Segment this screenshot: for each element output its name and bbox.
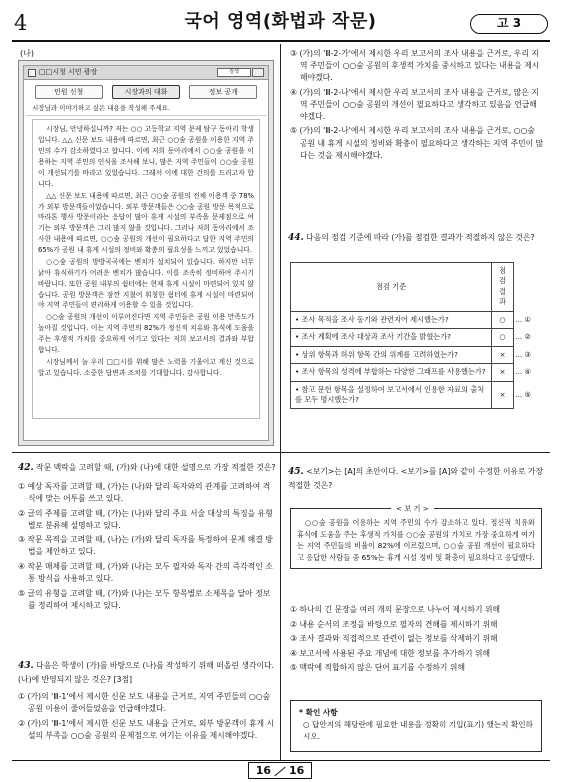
exam-title: 국어 영역(화법과 작문) bbox=[184, 11, 377, 32]
q43-option-3[interactable]: ③ (가)의 'Ⅲ-2-가'에서 제시한 우리 보고서의 조사 내용을 근거로, 우리 지역 주민들이 ○○숲 공원의 후생적 가치를 중시하고 있다는 내용을 제시해야겠다. bbox=[290, 49, 540, 83]
table-row bbox=[291, 329, 542, 346]
bogi-label: < 보 기 > bbox=[391, 503, 434, 515]
q42-option-3[interactable]: ③ 작문 목적을 고려할 때, (나)는 (가)와 달리 독자를 특정하여 문제 해결 방법을 제안하고 있다. bbox=[18, 535, 273, 557]
search-button[interactable] bbox=[252, 68, 264, 77]
footer-rule bbox=[12, 760, 550, 761]
q45-option-4[interactable]: ④ 보고서에 사용된 주요 개념에 대한 정보를 추가하기 위해 bbox=[290, 648, 491, 658]
letter-paragraph: 시장님, 안녕하십니까? 저는 ○○ 고등학교 지역 문제 탐구 동아리 학생입니다. △△ 신문 보도 내용에 따르면, 최근 ○○숲 공원을 이용한 지역 주민의 수가 감소하였다고 합니다. 이에 저희 동아리에서 ○○숲 공원을 이용하는 지역 주민의 인식을 조사해 보니, 많은 지역 주민들이 ○○숲 공원이 개선되기를 바라고 있었습니다. 그래서 이에 대한 건의를 드리고자 합니다. bbox=[38, 125, 254, 188]
board-subtitle: 시장님과 이야기하고 싶은 내용을 작성해 주세요. bbox=[26, 99, 266, 116]
result-cell: ○ bbox=[492, 311, 514, 328]
table-row bbox=[291, 311, 542, 328]
q42-text: 작문 맥락을 고려할 때, (가)와 (나)에 대한 설명으로 가장 적절한 것은? bbox=[36, 463, 276, 472]
page-total: 16 bbox=[289, 764, 305, 777]
criterion-cell: • 상위 항목과 하위 항목 간의 위계를 고려하였는가? bbox=[291, 346, 492, 363]
q44-number: 44. bbox=[288, 233, 304, 243]
left-mid-rule bbox=[12, 452, 280, 453]
result-cell: ○ bbox=[492, 329, 514, 346]
q43-option-5[interactable]: ⑤ (가)의 'Ⅲ-2-나'에서 제시한 우리 보고서의 조사 내용을 근거로, ○○숲 공원 내 휴게 시설의 정비와 확충이 필요하다고 생각하는 지역 주민이 많다는 것을 제시해야겠다. bbox=[290, 126, 544, 160]
column-divider bbox=[280, 44, 281, 760]
q45-number: 45. bbox=[288, 467, 304, 477]
letter-paragraph: ○○숲 공원의 개선이 이루어진다면 지역 주민들은 공원 이용 만족도가 높아질 것입니다. 이는 지역 주민의 82%가 정신적 치유와 휴식에 도움을 주는 후생적 가치를 중요하게 여기고 있다는 저희 보고서의 결과와 부합합니다. bbox=[38, 313, 254, 354]
col-criteria: 점검 기준 bbox=[291, 263, 492, 312]
q42-option-4[interactable]: ④ 작문 매체를 고려할 때, (가)와 (나)는 모두 필자와 독자 간의 즉각적인 소통 방식을 사용하고 있다. bbox=[18, 561, 273, 583]
q43-options-continued bbox=[290, 48, 544, 164]
q43-option-4[interactable]: ④ (가)의 'Ⅲ-2-나'에서 제시한 우리 보고서의 조사 내용을 근거로, 많은 지역 주민들이 ○○숲 공원의 개선이 필요하다고 생각하고 있음을 언급해야겠다. bbox=[290, 87, 539, 121]
search-input[interactable]: 검색 bbox=[217, 68, 251, 77]
q43-option-2[interactable]: ② (가)의 'Ⅲ-1'에서 제시한 신문 보도 내용을 근거로, 외부 방문객이 휴게 시설의 부족을 ○○숲 공원의 문제점으로 여기는 이유를 제시해야겠다. bbox=[18, 718, 275, 740]
page-indicator bbox=[248, 762, 312, 779]
browser-titlebar bbox=[24, 66, 268, 80]
q45-options bbox=[290, 604, 544, 677]
browser-frame bbox=[18, 60, 274, 446]
option-label[interactable]: … ② bbox=[515, 332, 531, 342]
col-result: 점검 결과 bbox=[492, 263, 514, 312]
header-rule bbox=[12, 40, 550, 42]
q45-text: <보기>는 [A]의 초안이다. <보기>를 [A]와 같이 수정한 이유로 가장 적절한 것은? bbox=[288, 467, 544, 490]
result-cell: × bbox=[492, 381, 514, 409]
nav-tabs bbox=[24, 80, 268, 99]
q42-option-1[interactable]: ① 예상 독자를 고려할 때, (가)는 (나)와 달리 독자와의 관계를 고려하여 격식에 맞는 어투를 쓰고 있다. bbox=[18, 481, 271, 504]
option-label[interactable]: … ④ bbox=[515, 367, 531, 377]
criterion-cell: • 조사 항목의 성격에 부합하는 다양한 그래프를 사용했는가? bbox=[291, 364, 492, 381]
letter-paragraph: 시장님께서 늘 우리 □□시를 위해 많은 노력을 기울이고 계신 것으로 알고 있습니다. 소중한 답변과 조치를 기대합니다. 감사합니다. bbox=[38, 357, 254, 377]
notice-text: ○ 답안지의 해당란에 필요한 내용을 정확히 기입(표기) 했는지 확인하시오. bbox=[303, 720, 533, 742]
q45-option-5[interactable]: ⑤ 맥락에 적합하지 않은 단어 표기를 수정하기 위해 bbox=[290, 663, 465, 673]
letter-textarea[interactable] bbox=[32, 119, 260, 419]
q44-text: 다음의 점검 기준에 따라 (가)를 점검한 결과가 적절하지 않은 것은? bbox=[306, 233, 535, 242]
bogi-text: ○○숲 공원을 이용하는 지역 주민의 수가 감소하고 있다. 정신적 치유와 휴식에 도움을 주는 후생적 가치를 ○○숲 공원의 가치로 가장 중요하게 여기는 지역 주민들의 비율이 82%에 이르렀으며, ○○숲 공원 개선이 필요하다고 응답한 사람들 중 65%는 휴게 시설 정비 및 확충이 필요하다고 응답했다. bbox=[297, 518, 535, 562]
tab-mayor-talk[interactable]: 시장과의 대화 bbox=[112, 85, 180, 99]
q43-number: 43. bbox=[18, 661, 34, 671]
q42-option-2[interactable]: ② 글의 주제를 고려할 때, (가)는 (나)와 달리 주요 서술 대상의 특징을 유형별로 분류해 설명하고 있다. bbox=[18, 508, 273, 530]
letter-paragraph: ○○숲 공원의 방방곡곡에는 벤치가 설치되어 있습니다. 하지만 너무 낡아 휴식하기가 어려운 벤치가 많습니다. 이를 조속히 정비하여 주시기 바랍니다. 또한 공원 내부의 쉼터에는 현재 휴게 시설이 마련되어 있지 않습니다. 공원 방문객은 잠깐 지쳤어 휘청한 쉼터에 휴게 시설이 마련되어야 지역 주민들이 편리하게 이용할 수 있을 것입니다. bbox=[38, 257, 254, 310]
q45-option-3[interactable]: ③ 조사 결과와 직접적으로 관련이 없는 정보를 삭제하기 위해 bbox=[290, 634, 498, 644]
q42-number: 42. bbox=[18, 463, 34, 473]
q42-option-5[interactable]: ⑤ 글의 유형을 고려할 때, (가)와 (나)는 모두 항목별로 소제목을 달아 정보를 정리하여 제시하고 있다. bbox=[18, 588, 271, 610]
q44-stem bbox=[288, 232, 544, 246]
tab-info-disclosure[interactable]: 정보 공개 bbox=[189, 85, 257, 99]
grade-badge: 고 3 bbox=[470, 14, 548, 34]
option-label[interactable]: … ③ bbox=[515, 349, 531, 359]
letter-paragraph: △△ 신문 보도 내용에 따르면, 최근 ○○숲 공원의 전체 이용객 중 78%가 외부 방문객들이었습니다. 외부 방문객들은 ○○숲 공원 방문 목적으로 마라톤 행사 방문이라는 응답이 많아 휴게 시설의 부족을 문제점으로 여기는 외부 방문객은 그리 많지 않을 것입니다. 그러나 저희 동아리에서 조사한 내용에 따르면, ○○숲 공원의 개선이 필요하다고 답한 지역 주민의 65%가 공원 내 휴게 시설의 정비와 확충의 필요성을 느끼고 있었습니다. bbox=[38, 191, 254, 255]
option-label[interactable]: … ① bbox=[515, 314, 531, 324]
q43-text: 다음은 학생이 (가)를 바탕으로 (나)를 작성하기 위해 떠올린 생각이다. (나)에 반영되지 않은 것은? [3점] bbox=[18, 661, 274, 684]
q44-checklist-table bbox=[290, 262, 542, 409]
page-current: 16 bbox=[255, 764, 271, 777]
site-title: □□시청 시민 광장 bbox=[39, 68, 98, 77]
q45-stem bbox=[288, 466, 544, 492]
criterion-cell: • 조사 목적을 조사 동기와 관련지어 제시했는가? bbox=[291, 311, 492, 328]
right-mid-rule bbox=[280, 452, 550, 453]
result-cell: × bbox=[492, 346, 514, 363]
criterion-cell: • 참고 문헌 항목을 설정하여 보고서에서 인용한 자료의 출처를 모두 명시했는가? bbox=[291, 381, 492, 409]
section-label: (나) bbox=[20, 49, 34, 58]
q42-block bbox=[18, 462, 276, 614]
browser-window bbox=[23, 65, 269, 441]
q43-block bbox=[18, 660, 276, 744]
q45-option-2[interactable]: ② 내용 순서의 조정을 바탕으로 필자의 견해를 제시하기 위해 bbox=[290, 619, 498, 629]
notice-title: * 확인 사항 bbox=[299, 708, 338, 717]
table-row bbox=[291, 381, 542, 409]
bogi-box bbox=[290, 504, 542, 569]
table-row bbox=[291, 364, 542, 381]
q43-option-1[interactable]: ① (가)의 'Ⅲ-1'에서 제시한 신문 보도 내용을 근거로, 지역 주민들의 ○○숲 공원 이용이 줄어들었음을 언급해야겠다. bbox=[18, 692, 271, 714]
site-logo-icon bbox=[28, 69, 36, 77]
notice-box bbox=[290, 700, 542, 752]
tab-complaint[interactable]: 민원 신청 bbox=[35, 85, 103, 99]
page-number: 4 bbox=[14, 11, 28, 35]
slash-divider bbox=[274, 766, 285, 776]
option-label[interactable]: … ⑤ bbox=[515, 389, 531, 399]
result-cell: × bbox=[492, 364, 514, 381]
table-row bbox=[291, 346, 542, 363]
q45-option-1[interactable]: ① 하나의 긴 문장을 여러 개의 문장으로 나누어 제시하기 위해 bbox=[290, 605, 501, 614]
criterion-cell: • 조사 계획에 조사 대상과 조사 기간을 밝혔는가? bbox=[291, 329, 492, 346]
